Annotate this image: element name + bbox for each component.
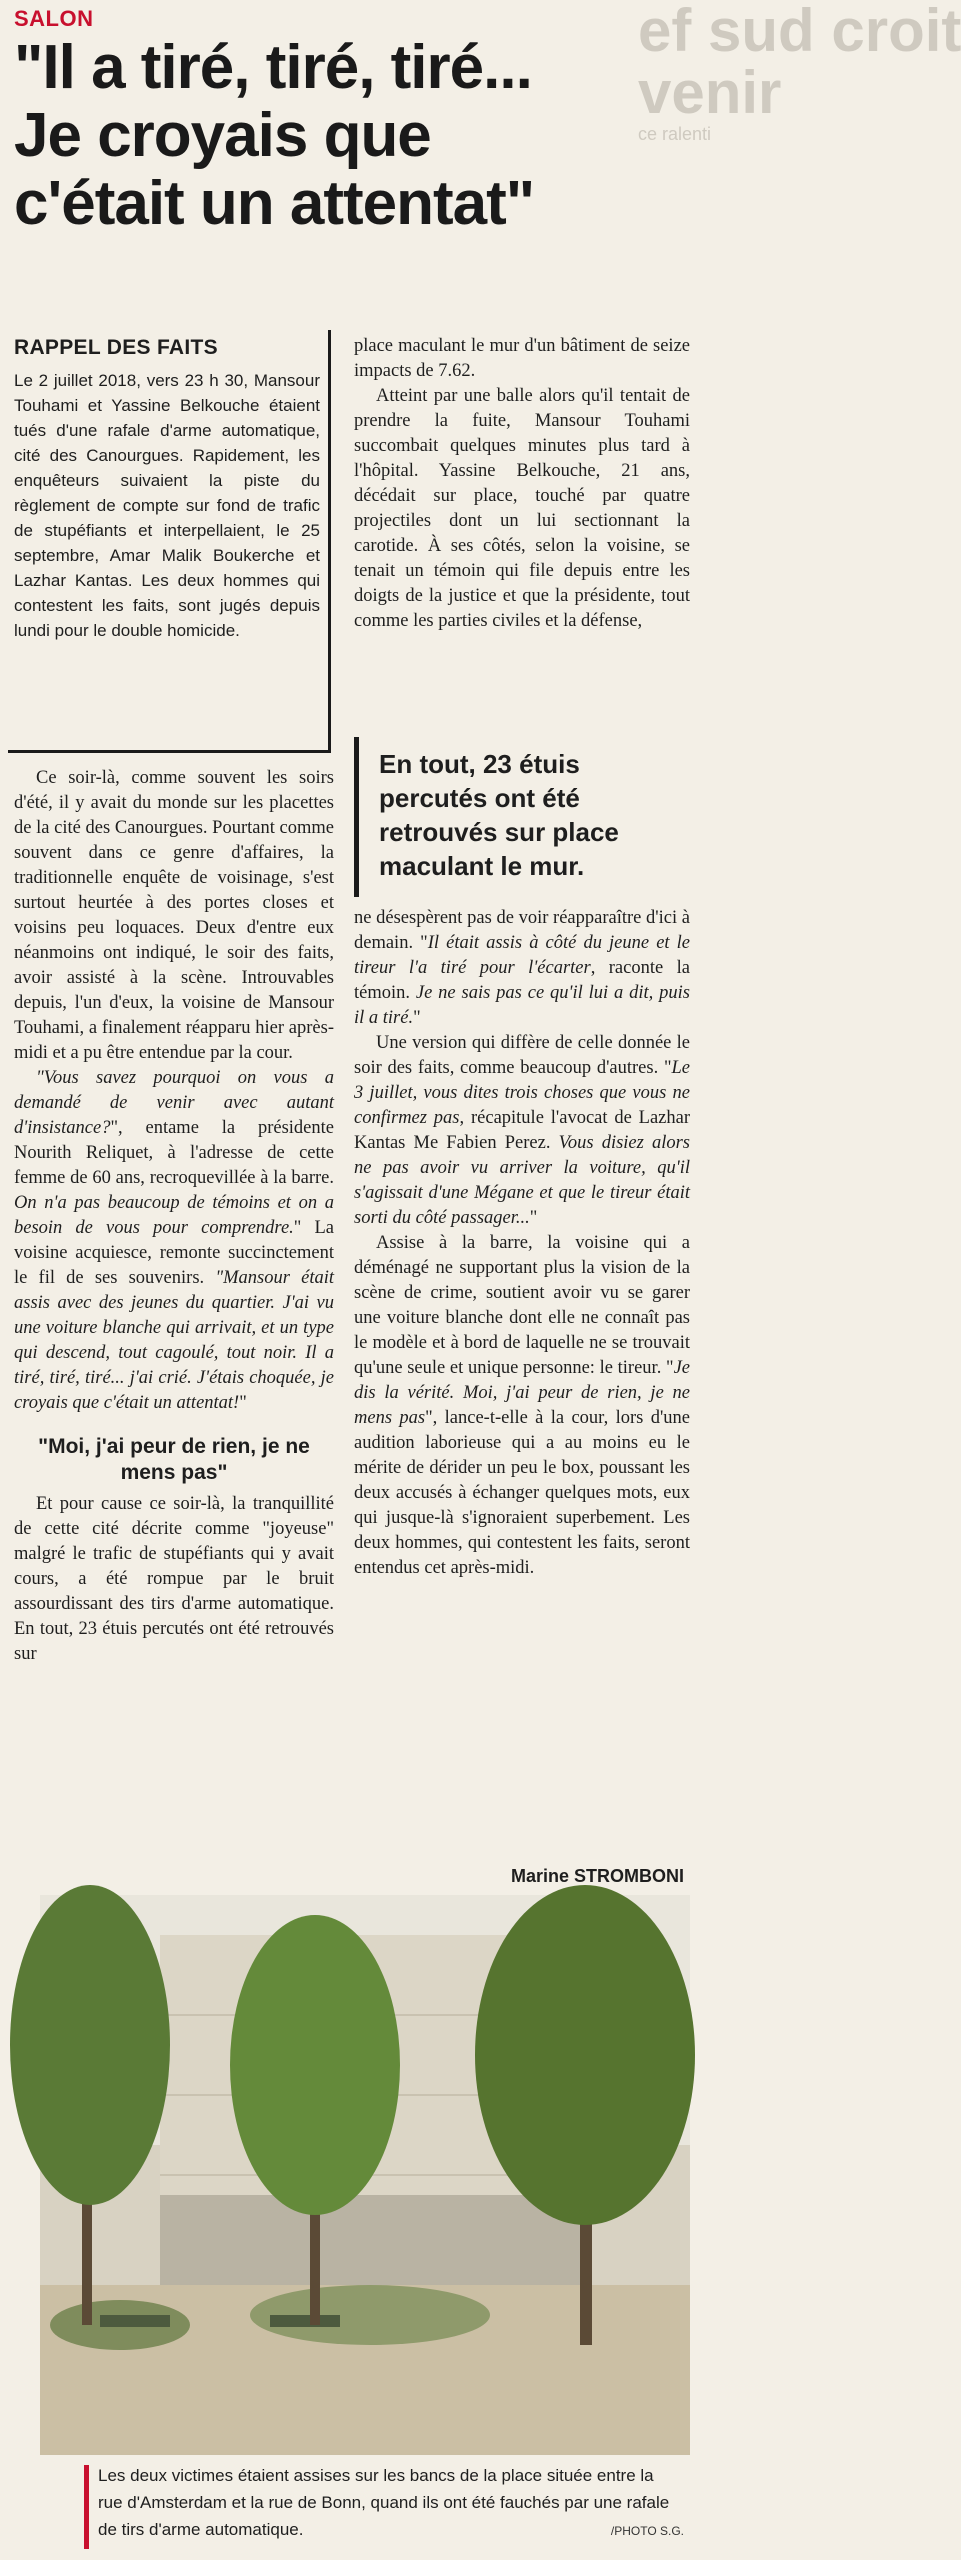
right-paragraph-2: Une version qui diffère de celle donnée le soir des faits, comme beaucoup d'autres. "Le 3 juillet, vous dites trois choses que vous ne confirmez pas, récapitule l'avocat de Lazhar Kantas Me Fabien Perez. Vous disiez alors ne pas avoir vu arriver la voiture, qu'il s'agissait d'une Mégane et que le tireur était sorti du côté passager..." xyxy=(354,1033,691,1228)
photo-illustration xyxy=(40,1895,690,2455)
right-top-paragraph-1: place maculant le mur d'un bâtiment de seize impacts de 7.62. xyxy=(354,336,690,381)
right-paragraph-1: ne désespèrent pas de voir réapparaître d'ici à demain. "Il était assis à côté du jeune et le tireur l'a tiré pour l'écarter, raconte la témoin. Je ne sais pas ce qu'il lui a dit, puis il a tiré." xyxy=(354,908,690,1028)
right-column-body xyxy=(354,906,690,1581)
pull-quote xyxy=(354,737,695,897)
right-paragraph-3: Assise à la barre, la voisine qui a déménagé ne supportant plus la vision de la scène de crime, soutient avoir vu se garer une voiture blanche dont elle ne connaît pas le modèle et à bord de laquelle ne se trouvait qu'une seule et unique personne: le tireur. "Je dis la vérité. Moi, j'ai peur de rien, je ne mens pas", lance-t-elle à la cour, lors d'une audition laborieuse qui a au moins eu le mérite de dérider un peu le box, poussant les deux accusés à échanger quelques mots, eux qui jusque-là s'ignoraient superbement. Les deux hommes, qui contestent les faits, seront entendus cet après-midi. xyxy=(354,1233,690,1578)
headline-line-1: "Il a tiré, tiré, tiré... xyxy=(14,33,532,102)
photo-caption: Les deux victimes étaient assises sur les bancs de la place située entre la rue d'Amsterdam et la rue de Bonn, quand ils ont été fauchés par une rafale de tirs d'arme automatique. xyxy=(98,2466,670,2539)
headline xyxy=(14,34,634,238)
section-rubric: SALON xyxy=(14,6,94,31)
left-column-body xyxy=(14,766,334,1667)
adjacent-page-bleed: ef sud croit venir ce ralenti xyxy=(638,0,961,144)
byline: Marine STROMBONI xyxy=(510,1866,684,1886)
pull-quote-text: En tout, 23 étuis percutés ont été retrouvés sur place maculant le mur. xyxy=(379,749,619,881)
right-column-top xyxy=(354,334,690,634)
headline-line-2: Je croyais que xyxy=(14,101,431,170)
photo-credit: /PHOTO S.G. xyxy=(610,2524,684,2538)
intertitle: "Moi, j'ai peur de rien, je ne mens pas" xyxy=(38,1435,310,1484)
left-paragraph-3: Et pour cause ce soir-là, la tranquillité de cette cité décrite comme "joyeuse" malgré le trafic de stupéfiants qui y avait cours, a été rompue par le bruit assourdissant des tirs d'arme automatique. En tout, 23 étuis percutés ont été retrouvés sur xyxy=(14,1494,334,1664)
left-paragraph-1: Ce soir-là, comme souvent les soirs d'été, il y avait du monde sur les placettes de la cité des Canourgues. Pourtant comme souvent dans ce genre d'affaires, la traditionnelle enquête de voisinage, s'est surtout heurtée à des portes closes et voisins peu loquaces. Deux d'entre eux néanmoins ont indiqué, le soir des faits, avoir assisté à la scène. Introuvables depuis, l'un d'eux, la voisine de Mansour Touhami, a finalement réapparu hier après-midi et a pu être entendue par la cour. xyxy=(14,768,334,1063)
photo-square-trees xyxy=(40,1895,690,2455)
right-top-paragraph-2: Atteint par une balle alors qu'il tentait de prendre la fuite, Mansour Touhami succombait quelques minutes plus tard à l'hôpital. Yassine Belkouche, 21 ans, décédait sur place, touché par quatre projectiles dont un lui sectionnant la carotide. À ses côtés, selon la voisine, se tenait un témoin qui file depuis entre les doigts de la justice et que la présidente, tout comme les parties civiles et la défense, xyxy=(354,386,690,631)
headline-line-3: c'était un attentat" xyxy=(14,169,535,238)
left-paragraph-2: "Vous savez pourquoi on vous a demandé de venir avec autant d'insistance?", entame la présidente Nourith Reliquet, à l'adresse de cette femme de 60 ans, recroquevillée à la barre. On n'a pas beaucoup de témoins et on a besoin de vous pour comprendre." La voisine acquiesce, remonte succinctement le fil de ses souvenirs. "Mansour était assis avec des jeunes du quartier. J'ai vu une voiture blanche qui arrivait, et un type qui descend, tout cagoulé, tout noir. Il a tiré, tiré, tiré... j'ai crié. J'étais choquée, je croyais que c'était un attentat!" xyxy=(14,1068,334,1413)
rappel-text: Le 2 juillet 2018, vers 23 h 30, Mansour Touhami et Yassine Belkouche étaient tués d'une rafale d'arme automatique, cité des Canourgues. Rapidement, les enquêteurs suivaient la piste du règlement de compte sur fond de trafic de stupéfiants et interpellaient, le 25 septembre, Amar Malik Boukerche et Lazhar Kantas. Les deux hommes qui contestent les faits, sont jugés depuis lundi pour le double homicide. xyxy=(14,371,320,640)
caption-accent-bar xyxy=(84,2465,89,2549)
rappel-title: RAPPEL DES FAITS xyxy=(14,336,218,359)
